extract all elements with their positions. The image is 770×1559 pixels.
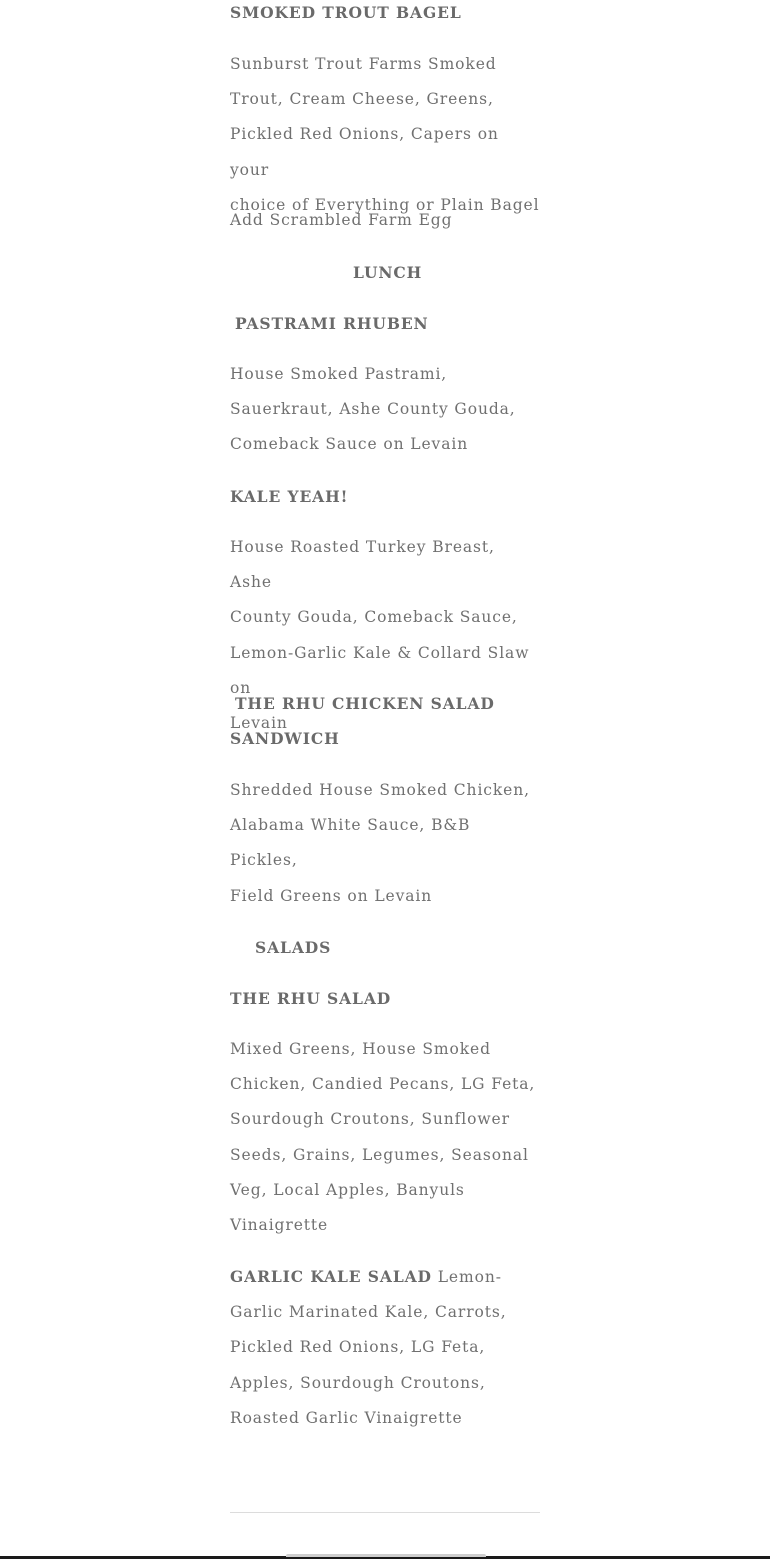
rhu-chicken-salad-title xyxy=(230,686,542,756)
description-line: House Smoked Pastrami, xyxy=(230,365,448,383)
description-line: Levain xyxy=(230,714,288,733)
description-line: Sunburst Trout Farms Smoked xyxy=(230,55,497,73)
description-line: Apples, Sourdough Croutons, xyxy=(230,1373,486,1392)
smoked-trout-bagel-title: SMOKED TROUT BAGEL xyxy=(230,3,462,22)
description-line: Lemon- xyxy=(431,1268,502,1286)
section-divider xyxy=(230,1512,540,1513)
rhu-salad-description xyxy=(230,1032,542,1243)
salads-section-heading: SALADS xyxy=(255,938,332,957)
description-line: Trout, Cream Cheese, Greens, xyxy=(230,90,494,109)
smoked-trout-bagel-addon: Add Scrambled Farm Egg xyxy=(230,211,453,229)
rhu-salad-title: THE RHU SALAD xyxy=(230,989,392,1008)
footer-tab[interactable] xyxy=(286,1554,486,1557)
kale-yeah-title: KALE YEAH! xyxy=(230,487,349,506)
description-line: Roasted Garlic Vinaigrette xyxy=(230,1408,463,1427)
description-line: Sauerkraut, Ashe County Gouda, xyxy=(230,400,516,419)
description-line: Pickled Red Onions, Capers on your xyxy=(230,125,499,179)
title-line: THE RHU CHICKEN SALAD xyxy=(235,694,495,713)
description-line: Chicken, Candied Pecans, LG Feta, xyxy=(230,1075,536,1094)
description-line: Shredded House Smoked Chicken, xyxy=(230,781,530,799)
pastrami-rhuben-title: PASTRAMI RHUBEN xyxy=(235,314,429,333)
pastrami-rhuben-description xyxy=(230,357,542,463)
description-line: Mixed Greens, House Smoked xyxy=(230,1040,491,1058)
description-line: Alabama White Sauce, B&B Pickles, xyxy=(230,816,471,870)
description-line: Comeback Sauce on Levain xyxy=(230,435,469,454)
description-line: Vinaigrette xyxy=(230,1216,329,1235)
smoked-trout-bagel-description xyxy=(230,47,542,223)
lunch-section-heading: LUNCH xyxy=(353,263,423,282)
description-line: Field Greens on Levain xyxy=(230,886,433,905)
garlic-kale-salad-first-line xyxy=(230,1259,542,1295)
description-line: Lemon-Garlic Kale & Collard Slaw on xyxy=(230,643,530,697)
description-line: Pickled Red Onions, LG Feta, xyxy=(230,1338,486,1357)
title-line: SANDWICH xyxy=(230,729,340,749)
description-line: Seeds, Grains, Legumes, Seasonal xyxy=(230,1145,529,1164)
garlic-kale-salad-title: GARLIC KALE SALAD xyxy=(230,1267,432,1286)
description-line: County Gouda, Comeback Sauce, xyxy=(230,608,518,627)
description-line: Sourdough Croutons, Sunflower xyxy=(230,1110,510,1129)
description-line: Garlic Marinated Kale, Carrots, xyxy=(230,1303,507,1322)
description-line: House Roasted Turkey Breast, Ashe xyxy=(230,538,495,592)
rhu-chicken-salad-description xyxy=(230,773,542,914)
description-line: choice of Everything or Plain Bagel xyxy=(230,195,540,214)
garlic-kale-salad-item xyxy=(230,1259,542,1436)
description-line: Veg, Local Apples, Banyuls xyxy=(230,1180,465,1199)
